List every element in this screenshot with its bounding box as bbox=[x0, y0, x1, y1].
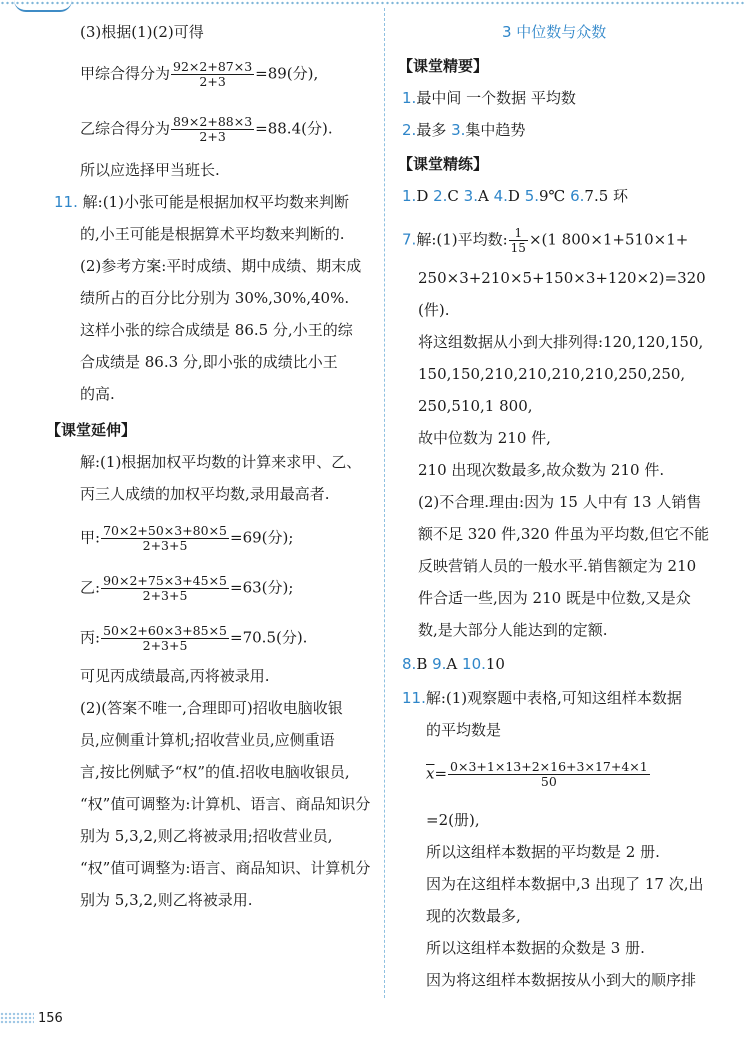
answer-row-1 bbox=[402, 88, 576, 108]
numerator: 90×2+75×3+45×5 bbox=[103, 573, 228, 588]
answer-number: 1. bbox=[402, 89, 417, 107]
answer-number: 10. bbox=[462, 655, 486, 673]
answer-number: 5. bbox=[524, 187, 540, 205]
formula-result: =63(分); bbox=[230, 578, 294, 597]
section-heading-practice: 【课堂精练】 bbox=[398, 155, 489, 173]
answer-number: 3. bbox=[451, 121, 466, 139]
header-decoration bbox=[14, 0, 72, 12]
text-line: 数,是大部分人能达到的定额. bbox=[418, 621, 608, 639]
answer-number: 9. bbox=[432, 655, 447, 673]
numerator: 70×2+50×3+80×5 bbox=[103, 523, 228, 538]
text-line: =2(册), bbox=[426, 811, 480, 829]
formula-result: =70.5(分). bbox=[230, 628, 308, 647]
header-dot-border bbox=[0, 0, 744, 6]
denominator: 2+3 bbox=[199, 129, 226, 144]
fraction bbox=[509, 226, 528, 255]
denominator: 50 bbox=[540, 774, 557, 789]
formula-label: 甲: bbox=[80, 528, 101, 547]
text-line: 故中位数为 210 件, bbox=[418, 429, 551, 447]
text-line: 别为 5,3,2,则乙将被录用;招收营业员, bbox=[80, 827, 333, 845]
fraction bbox=[101, 524, 229, 553]
answer-text: C bbox=[447, 187, 464, 205]
answer-row-2 bbox=[402, 120, 525, 140]
section-heading-extend: 【课堂延伸】 bbox=[46, 421, 137, 439]
fraction bbox=[101, 624, 229, 653]
text-line: 因为将这组样本数据按从小到大的顺序排 bbox=[426, 971, 697, 989]
text-line: 别为 5,3,2,则乙将被录用. bbox=[80, 891, 253, 909]
text-line: 的高. bbox=[80, 385, 115, 403]
formula-label: 甲综合得分为 bbox=[80, 64, 171, 83]
answer-number: 4. bbox=[493, 187, 508, 205]
text-line: 250,510,1 800, bbox=[418, 397, 533, 415]
formula-result: =69(分); bbox=[230, 528, 294, 547]
text-line: “权”值可调整为:计算机、语言、商品知识分 bbox=[80, 795, 371, 813]
fraction bbox=[171, 115, 254, 144]
numerator: 89×2+88×3 bbox=[173, 114, 253, 129]
question-number: 7. bbox=[402, 230, 417, 249]
answer-text: 10 bbox=[485, 655, 505, 673]
text-line: 250×3+210×5+150×3+120×2)=320 bbox=[418, 269, 706, 287]
text-line: 所以这组样本数据的平均数是 2 册. bbox=[426, 843, 660, 861]
numerator: 92×2+87×3 bbox=[173, 59, 253, 74]
text-line: 解:(1)平均数: bbox=[416, 230, 508, 249]
text-line: 反映营销人员的一般水平.销售额定为 210 bbox=[418, 557, 697, 575]
answer-text: 最中间 一个数据 平均数 bbox=[416, 89, 576, 107]
text-line: 额不足 320 件,320 件虽为平均数,但它不能 bbox=[418, 525, 710, 543]
fraction bbox=[448, 760, 650, 789]
section-title: 3 中位数与众数 bbox=[502, 23, 607, 41]
text-line: 210 出现次数最多,故众数为 210 件. bbox=[418, 461, 665, 479]
text-line: 所以这组样本数据的众数是 3 册. bbox=[426, 939, 645, 957]
answer-text: 集中趋势 bbox=[465, 121, 526, 139]
page-number: 156 bbox=[38, 1011, 63, 1026]
text-line: (2)(答案不唯一,合理即可)招收电脑收银 bbox=[80, 699, 343, 717]
answer-text: D bbox=[507, 187, 525, 205]
formula-jia-weighted bbox=[80, 524, 293, 553]
answer-text: 最多 bbox=[416, 121, 452, 139]
numerator: 0×3+1×13+2×16+3×17+4×1 bbox=[450, 759, 648, 774]
formula-result: =88.4(分). bbox=[255, 119, 333, 138]
answer-number: 8. bbox=[402, 655, 417, 673]
text-line: (3)根据(1)(2)可得 bbox=[80, 23, 204, 41]
formula-jia-score bbox=[80, 60, 318, 89]
text-line: 绩所占的百分比分别为 30%,30%,40%. bbox=[80, 289, 350, 307]
formula-result: =89(分), bbox=[255, 64, 319, 83]
section-heading-key: 【课堂精要】 bbox=[398, 57, 489, 75]
text-line: 言,按比例赋予“权”的值.招收电脑收银员, bbox=[80, 763, 350, 781]
text-line: 现的次数最多, bbox=[426, 907, 521, 925]
formula-yi-score bbox=[80, 115, 333, 144]
denominator: 2+3 bbox=[199, 74, 226, 89]
text-line: 所以应选择甲当班长. bbox=[80, 161, 220, 179]
text-line: 这样小张的综合成绩是 86.5 分,小王的综 bbox=[80, 321, 353, 339]
question-7 bbox=[402, 226, 688, 255]
formula-bing-weighted bbox=[80, 624, 307, 653]
answer-row-8-10 bbox=[402, 654, 505, 674]
numerator: 50×2+60×3+85×5 bbox=[103, 623, 228, 638]
answer-number: 1. bbox=[402, 187, 417, 205]
text-line: 将这组数据从小到大排列得:120,120,150, bbox=[418, 333, 704, 351]
text-line: 的平均数是 bbox=[426, 721, 502, 739]
answer-text: 9℃ bbox=[539, 187, 571, 205]
denominator: 15 bbox=[510, 241, 526, 255]
answer-number: 3. bbox=[463, 187, 478, 205]
answer-number: 2. bbox=[433, 187, 448, 205]
answer-text: A bbox=[477, 187, 494, 205]
answer-number: 6. bbox=[570, 187, 585, 205]
footer-decoration bbox=[0, 1012, 34, 1024]
formula-mean bbox=[426, 760, 651, 789]
text-line: 合成绩是 86.3 分,即小张的成绩比小王 bbox=[80, 353, 338, 371]
text-line: (件). bbox=[418, 301, 450, 319]
answer-number: 2. bbox=[402, 121, 417, 139]
answer-text: D bbox=[416, 187, 434, 205]
text-line: 解:(1)观察题中表格,可知这组样本数据 bbox=[425, 689, 682, 707]
formula-yi-weighted bbox=[80, 574, 293, 603]
text-line: ×(1 800×1+510×1+ bbox=[528, 230, 689, 249]
text-line: 150,150,210,210,210,210,250,250, bbox=[418, 365, 686, 383]
question-11-right bbox=[402, 688, 682, 708]
answer-text: B bbox=[416, 655, 433, 673]
fraction bbox=[171, 60, 254, 89]
text-line: 解:(1)根据加权平均数的计算来求甲、乙、 bbox=[80, 453, 362, 471]
text-line: 员,应侧重计算机;招收营业员,应侧重语 bbox=[80, 731, 335, 749]
answer-text: A bbox=[446, 655, 463, 673]
question-number: 11. bbox=[54, 193, 78, 211]
formula-label: 丙: bbox=[80, 628, 101, 647]
equals-sign: = bbox=[434, 764, 448, 783]
denominator: 2+3+5 bbox=[142, 538, 188, 553]
answer-row-choices bbox=[402, 186, 628, 206]
column-divider bbox=[384, 8, 385, 998]
formula-label: 乙: bbox=[80, 578, 101, 597]
text-line: 的,小王可能是根据算术平均数来判断的. bbox=[80, 225, 345, 243]
text-line: 因为在这组样本数据中,3 出现了 17 次,出 bbox=[426, 875, 704, 893]
text-line: 件合适一些,因为 210 既是中位数,又是众 bbox=[418, 589, 691, 607]
numerator: 1 bbox=[509, 226, 528, 241]
text-line: (2)参考方案:平时成绩、期中成绩、期末成 bbox=[80, 257, 362, 275]
text-line: 丙三人成绩的加权平均数,录用最高者. bbox=[80, 485, 330, 503]
fraction bbox=[101, 574, 229, 603]
denominator: 2+3+5 bbox=[142, 588, 188, 603]
text-line: 解:(1)小张可能是根据加权平均数来判断 bbox=[82, 193, 349, 211]
question-number: 11. bbox=[402, 689, 426, 707]
text-line: “权”值可调整为:语言、商品知识、计算机分 bbox=[80, 859, 371, 877]
answer-text: 7.5 环 bbox=[584, 187, 629, 205]
text-line: (2)不合理.理由:因为 15 人中有 13 人销售 bbox=[418, 493, 702, 511]
denominator: 2+3+5 bbox=[142, 638, 188, 653]
formula-label: 乙综合得分为 bbox=[80, 119, 171, 138]
text-line: 可见丙成绩最高,丙将被录用. bbox=[80, 667, 270, 685]
question-11 bbox=[54, 192, 349, 212]
mean-symbol: $\overline{x}$ bbox=[426, 764, 435, 783]
